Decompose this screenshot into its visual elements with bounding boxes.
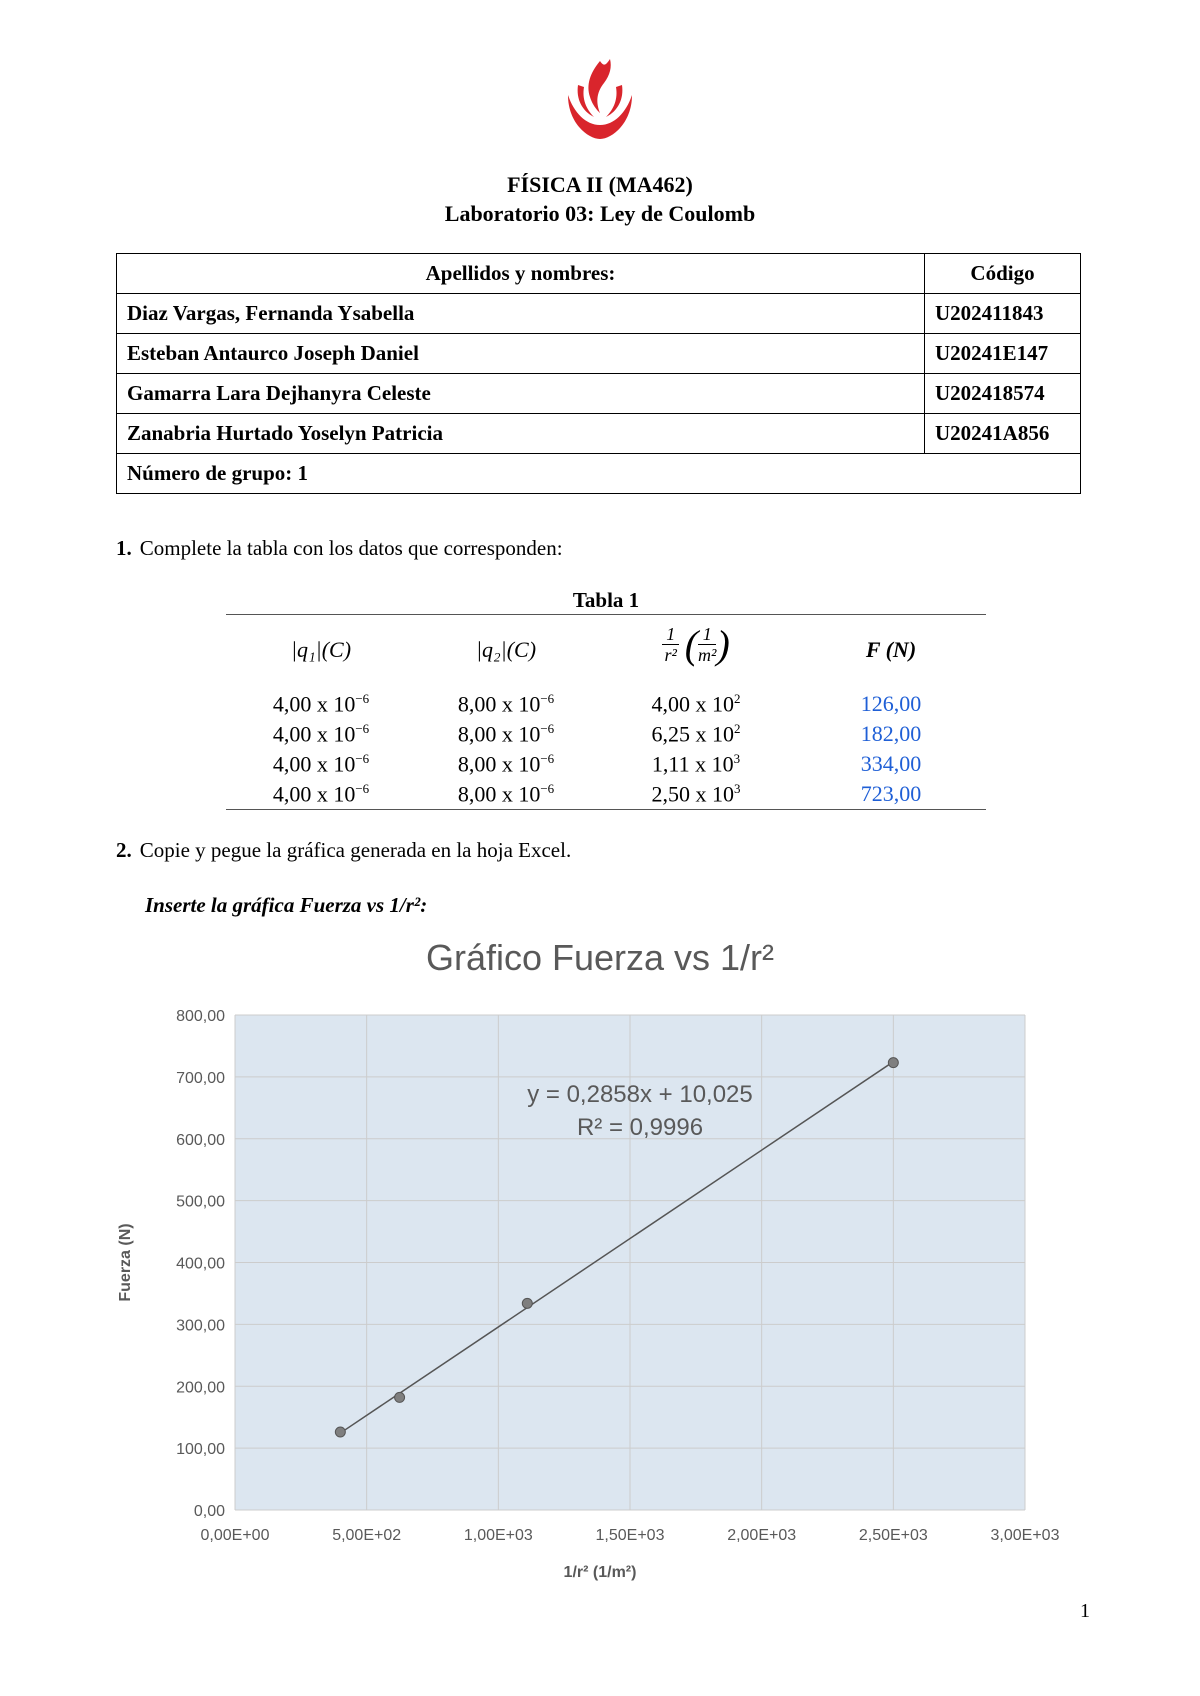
unit-den: m²: [698, 645, 717, 665]
y-tick-label: 700,00: [176, 1069, 225, 1087]
x-tick-label: 2,50E+03: [858, 1527, 928, 1544]
question-number: 2.: [116, 838, 132, 862]
q2-exp: −6: [540, 721, 555, 736]
inv-r2-header: $\frac{1}{\text{r²}}$ ( $\frac{1}{\text{m²}}$ ): [601, 621, 791, 668]
table1: [226, 614, 986, 810]
force-value: 126,00: [860, 691, 922, 716]
q2-value: 8,00 x 10: [457, 691, 541, 717]
q1-value: 4,00 x 10: [272, 721, 356, 747]
q2-value: 8,00 x 10: [457, 781, 541, 807]
q2-value: 8,00 x 10: [457, 751, 541, 777]
force-header: F (N): [865, 637, 917, 662]
q2-exp: −6: [540, 781, 555, 796]
member-row: [117, 334, 1081, 374]
question-1: [116, 536, 563, 561]
group-number: Número de grupo: 1: [117, 454, 1081, 494]
course-title: FÍSICA II (MA462): [507, 172, 693, 197]
x-tick-label: 5,00E+02: [332, 1527, 402, 1544]
unit-num: 1: [698, 624, 716, 645]
data-point: [522, 1298, 532, 1308]
question-2: [116, 838, 571, 863]
member-code: U20241A856: [925, 414, 1081, 454]
r-squared: R² = 0,9996: [576, 1114, 704, 1141]
x-tick-label: 1,00E+03: [463, 1527, 533, 1544]
q1-exp: −6: [355, 751, 370, 766]
inv-r2-exp: 2: [734, 691, 741, 706]
member-row: [117, 374, 1081, 414]
names-header: Apellidos y nombres:: [117, 254, 925, 294]
q1-value: 4,00 x 10: [272, 751, 356, 777]
q1-value: 4,00 x 10: [272, 691, 356, 717]
q1-exp: −6: [355, 781, 370, 796]
inv-r2-exp: 3: [733, 751, 741, 766]
y-axis-label: Fuerza (N): [117, 1223, 134, 1302]
x-tick-label: 1,50E+03: [595, 1527, 665, 1544]
y-tick-label: 300,00: [176, 1317, 225, 1335]
data-point: [395, 1392, 405, 1402]
table1-row: [226, 779, 986, 809]
q1-exp: −6: [355, 721, 370, 736]
x-axis-label: 1/r² (1/m²): [563, 1564, 637, 1581]
force-vs-inverse-r2-chart: [100, 925, 1100, 1585]
table1-row: [226, 689, 986, 719]
y-tick-label: 100,00: [176, 1441, 225, 1459]
force-value: 723,00: [860, 781, 922, 806]
member-row: [117, 294, 1081, 334]
frac-num: 1: [662, 624, 679, 645]
member-name: Diaz Vargas, Fernanda Ysabella: [117, 294, 925, 334]
inv-r2-value: 4,00 x 10: [651, 691, 734, 717]
page-number: 1: [1080, 1600, 1090, 1622]
inv-r2-exp: 2: [734, 721, 741, 736]
y-tick-label: 400,00: [176, 1255, 225, 1273]
member-name: Gamarra Lara Dejhanyra Celeste: [117, 374, 925, 414]
q1-value: 4,00 x 10: [272, 781, 356, 807]
q2-exp: −6: [540, 691, 555, 706]
member-name: Zanabria Hurtado Yoselyn Patricia: [117, 414, 925, 454]
table1-title: Tabla 1: [572, 588, 640, 612]
member-code: U202411843: [925, 294, 1081, 334]
insert-chart-label: Inserte la gráfica Fuerza vs 1/r²:: [145, 893, 428, 917]
question-text: Copie y pegue la gráfica generada en la hoja Excel.: [139, 838, 572, 862]
force-value: 182,00: [860, 721, 922, 746]
table1-row: [226, 719, 986, 749]
q1-header: |q₁|(C): [290, 637, 352, 662]
y-tick-label: 500,00: [176, 1193, 225, 1211]
member-name: Esteban Antaurco Joseph Daniel: [117, 334, 925, 374]
y-tick-label: 0,00: [193, 1503, 225, 1520]
trendline-equation: y = 0,2858x + 10,025: [527, 1081, 753, 1108]
chart-title: Gráfico Fuerza vs 1/r²: [425, 937, 775, 978]
x-tick-label: 3,00E+03: [990, 1527, 1060, 1544]
frac-den: r²: [664, 645, 677, 665]
question-number: 1.: [116, 536, 132, 560]
table1-header-row: [226, 615, 986, 689]
inv-r2-value: 6,25 x 10: [651, 721, 734, 747]
question-text: Complete la tabla con los datos que corresponden:: [139, 536, 563, 560]
university-logo: [560, 55, 640, 140]
members-table: [116, 253, 1081, 494]
q1-exp: −6: [355, 691, 370, 706]
member-row: [117, 414, 1081, 454]
lab-title: Laboratorio 03: Ley de Coulomb: [444, 201, 756, 226]
inv-r2-value: 1,11 x 10: [651, 751, 734, 777]
data-point: [888, 1058, 898, 1068]
data-point: [335, 1427, 345, 1437]
q2-value: 8,00 x 10: [457, 721, 541, 747]
force-value: 334,00: [860, 751, 922, 776]
member-code: U20241E147: [925, 334, 1081, 374]
code-header: Código: [925, 254, 1081, 294]
table1-row: [226, 749, 986, 779]
y-tick-label: 800,00: [176, 1008, 225, 1025]
member-code: U202418574: [925, 374, 1081, 414]
y-tick-label: 200,00: [176, 1379, 225, 1397]
x-tick-label: 2,00E+03: [727, 1527, 797, 1544]
q2-header: |q₂|(C): [475, 637, 537, 662]
y-tick-label: 600,00: [176, 1131, 225, 1149]
inv-r2-exp: 3: [734, 781, 741, 796]
x-tick-label: 0,00E+00: [200, 1527, 270, 1544]
inv-r2-value: 2,50 x 10: [651, 781, 734, 807]
q2-exp: −6: [540, 751, 555, 766]
